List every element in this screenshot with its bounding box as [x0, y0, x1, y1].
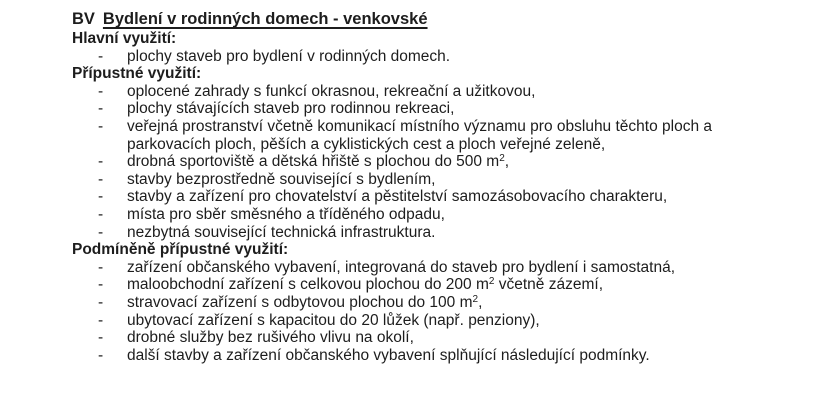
item-text [127, 83, 535, 100]
item-text [127, 259, 675, 276]
list-item [72, 188, 767, 206]
superscript: 2 [488, 276, 495, 288]
item-text [127, 171, 435, 188]
title-name: Bydlení v rodinných domech - venkovské [102, 10, 428, 28]
section-heading: Přípustné využití: [72, 65, 202, 83]
list-item [72, 294, 767, 312]
item-text [127, 118, 712, 153]
bullet-dash: - [98, 205, 104, 223]
text-run: , [478, 293, 483, 311]
bullet-dash: - [98, 346, 104, 364]
text-run: nezbytná související technická infrastruktura. [127, 223, 436, 241]
text-run: veřejná prostranství včetně komunikací místního významu pro obsluhu těchto ploch a parkovacích ploch, pěších a cyklistických cest a ploch veřejné zeleně, [127, 117, 712, 153]
section [72, 241, 802, 364]
list-item [72, 83, 767, 101]
section-heading: Podmíněně přípustné využití: [72, 241, 289, 259]
bullet-dash: - [98, 153, 104, 171]
bullet-dash: - [98, 100, 104, 118]
list-item [72, 259, 767, 277]
item-text [127, 329, 414, 346]
list-item [72, 329, 767, 347]
bullet-dash: - [98, 311, 104, 329]
item-text [127, 48, 450, 65]
sections-container [72, 30, 802, 364]
bullet-dash: - [98, 329, 104, 347]
item-text [127, 100, 454, 117]
item-text [127, 294, 482, 311]
bullet-dash: - [98, 293, 104, 311]
superscript: 2 [499, 153, 505, 165]
text-run: maloobchodní zařízení s celkovou plochou do 200 m [127, 276, 489, 294]
text-run: stravovací zařízení s odbytovou plochou do 100 m [127, 293, 473, 311]
item-text [127, 224, 435, 241]
item-text [127, 312, 540, 329]
list-item [72, 153, 767, 171]
text-run: zařízení občanského vybavení, integrovaná do staveb pro bydlení i samostatná, [127, 258, 676, 276]
section-heading: Hlavní využití: [72, 30, 177, 47]
text-run: drobné služby bez rušivého vlivu na okolí, [127, 329, 414, 347]
item-text [127, 153, 509, 170]
bullet-dash: - [98, 170, 104, 188]
text-run: stavby bezprostředně související s bydlením, [127, 170, 436, 188]
title-code: BV [72, 10, 95, 28]
text-run: další stavby a zařízení občanského vybavení splňující následující podmínky. [127, 346, 650, 364]
page-title [72, 9, 802, 29]
item-text [127, 206, 445, 223]
list-item [72, 312, 767, 330]
bullet-dash: - [98, 258, 104, 276]
section [72, 65, 802, 241]
list-item [72, 347, 767, 365]
text-run: stavby a zařízení pro chovatelství a pěstitelství samozásobovacího charakteru, [127, 188, 668, 206]
text-run: místa pro sběr směsného a tříděného odpadu, [127, 205, 445, 223]
list-item [72, 171, 767, 189]
bullet-dash: - [98, 47, 104, 65]
item-text [127, 347, 650, 364]
list-item [72, 118, 767, 153]
list-item [72, 276, 767, 294]
text-run: plochy staveb pro bydlení v rodinných domech. [127, 47, 451, 65]
section [72, 30, 802, 65]
text-run: drobná sportoviště a dětská hřiště s plochou do 500 m [127, 153, 500, 171]
text-run: ubytovací zařízení s kapacitou do 20 lůžek (např. penziony), [127, 311, 540, 329]
text-run: včetně zázemí, [494, 276, 603, 294]
text-run: oplocené zahrady s funkcí okrasnou, rekreační a užitkovou, [127, 82, 536, 100]
bullet-dash: - [98, 188, 104, 206]
item-text [127, 188, 667, 205]
list-item [72, 48, 767, 66]
bullet-dash: - [98, 117, 104, 135]
bullet-dash: - [98, 223, 104, 241]
bullet-dash: - [98, 82, 104, 100]
list-item [72, 206, 767, 224]
list-item [72, 100, 767, 118]
list-item [72, 224, 767, 242]
text-run: , [504, 153, 510, 171]
item-text [127, 276, 603, 293]
bullet-dash: - [98, 276, 104, 294]
superscript: 2 [472, 293, 479, 305]
text-run: plochy stávajících staveb pro rodinnou rekreaci, [127, 100, 455, 118]
